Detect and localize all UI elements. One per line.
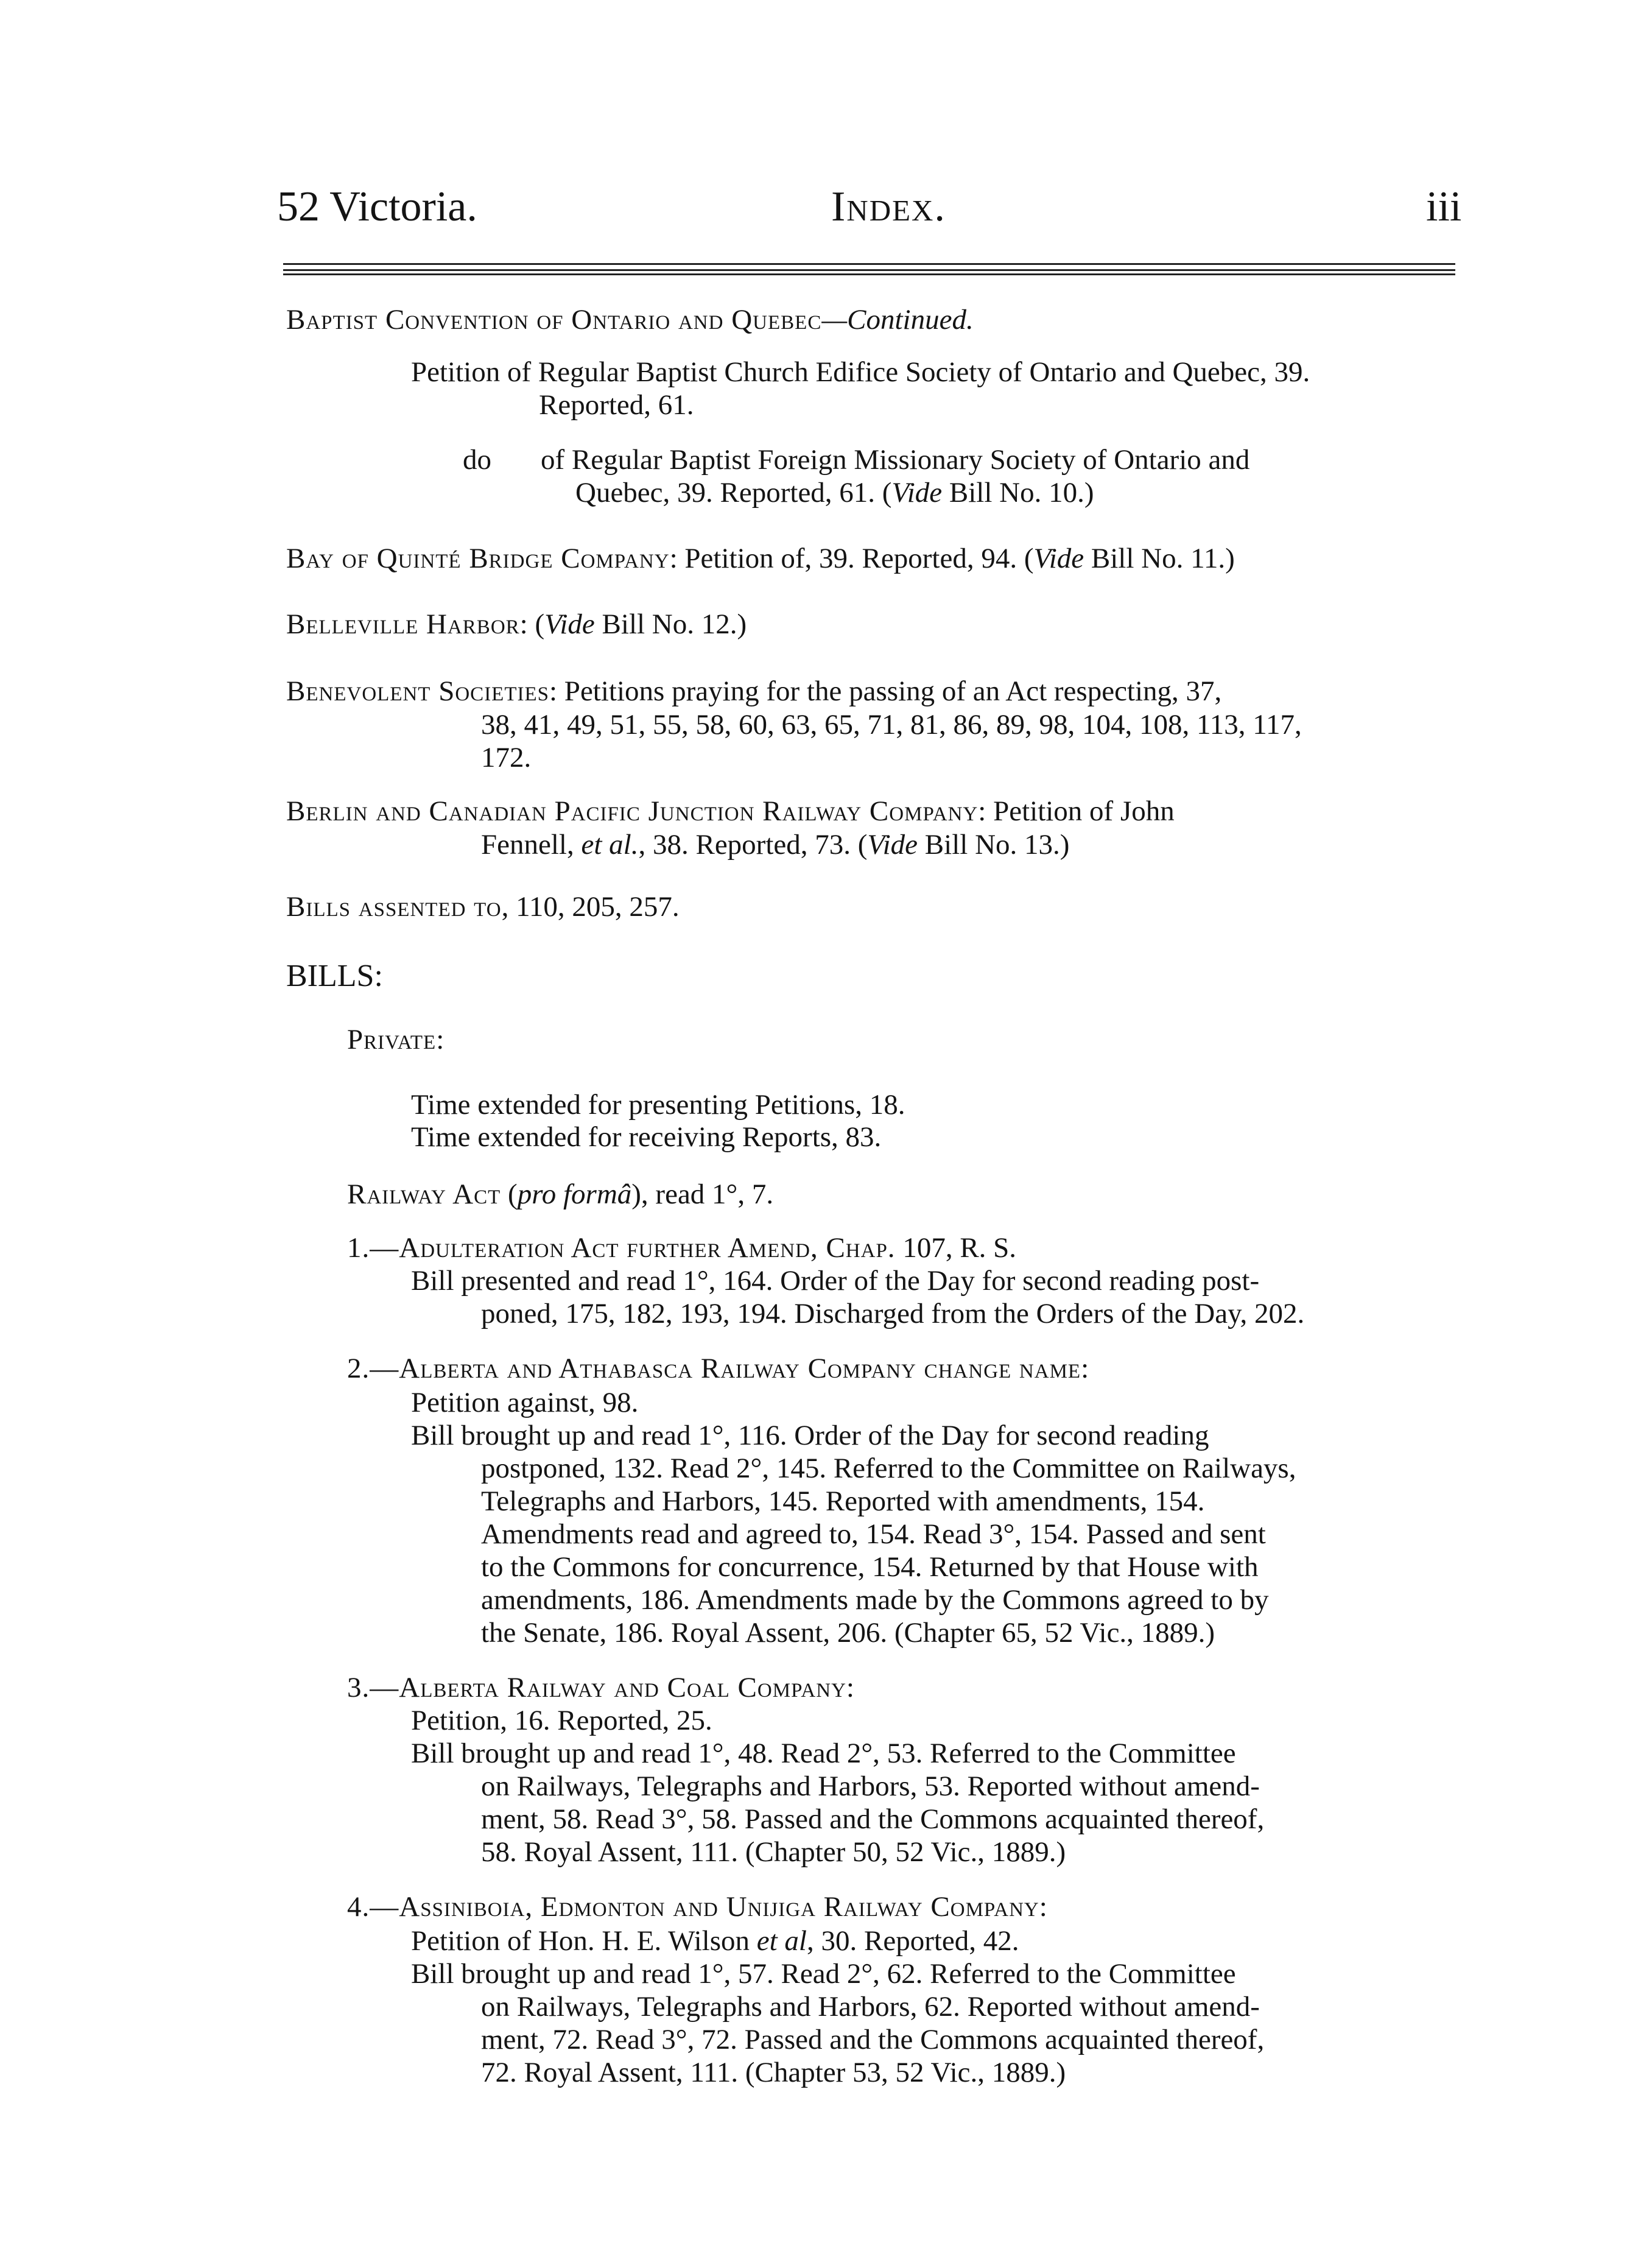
- running-head-volume: 52 Victoria.: [277, 183, 477, 230]
- entry-text: : Petition of John: [978, 795, 1175, 827]
- entry-text: :: [1039, 1891, 1047, 1923]
- entry-text: 107, R. S.: [895, 1232, 1017, 1264]
- index-line: [411, 1088, 905, 1122]
- index-line: [539, 389, 694, 422]
- index-line: [481, 2023, 1264, 2057]
- entry-text: 72. Royal Assent, 111. (Chapter 53, 52 Vic., 1889.): [481, 2057, 1066, 2088]
- entry-text: of Regular Baptist Foreign Missionary Society of Ontario and: [541, 444, 1250, 476]
- index-line: [481, 1583, 1269, 1617]
- entry-text: the Senate, 186. Royal Assent, 206. (Chapter 65, 52 Vic., 1889.): [481, 1617, 1215, 1649]
- entry-text: :: [846, 1672, 854, 1703]
- entry-text: Bill presented and read 1°, 164. Order of the Day for second reading post-: [411, 1265, 1260, 1297]
- entry-text: Petition of Regular Baptist Church Edifice Society of Ontario and Quebec, 39.: [411, 356, 1310, 388]
- index-line: [481, 741, 531, 775]
- entry-text: Bill brought up and read 1°, 48. Read 2°, 53. Referred to the Committee: [411, 1738, 1236, 1769]
- header-rule: [283, 273, 1455, 275]
- entry-text: ment, 72. Read 3°, 72. Passed and the Commons acquainted thereof,: [481, 2024, 1265, 2055]
- entry-text: ), read 1°, 7.: [631, 1178, 774, 1210]
- index-line: [347, 1352, 1089, 1386]
- index-line: [481, 1297, 1304, 1331]
- entry-heading: Bay of Quinté Bridge Company: [286, 543, 670, 574]
- index-line: [347, 1231, 1016, 1265]
- entry-text: et al: [756, 1925, 807, 1957]
- entry-text: Vide: [891, 477, 943, 509]
- index-line: [411, 1957, 1236, 1991]
- index-line: [411, 356, 1310, 389]
- entry-heading: Belleville Harbor: [286, 608, 520, 640]
- index-line: [411, 1386, 638, 1420]
- index-line: [286, 542, 1235, 576]
- entry-text: et al.: [581, 829, 639, 861]
- entry-text: amendments, 186. Amendments made by the Commons agreed to by: [481, 1584, 1269, 1616]
- entry-text: 38, 41, 49, 51, 55, 58, 60, 63, 65, 71, 81, 86, 89, 98, 104, 108, 113, 117,: [481, 709, 1302, 741]
- entry-text: , 110, 205, 257.: [501, 891, 680, 923]
- index-line: [463, 443, 491, 477]
- entry-text: on Railways, Telegraphs and Harbors, 53. Reported without amend-: [481, 1770, 1260, 1802]
- entry-heading: Bills assented to: [286, 891, 502, 923]
- index-line: [347, 1023, 444, 1057]
- entry-text: on Railways, Telegraphs and Harbors, 62. Reported without amend-: [481, 1991, 1260, 2023]
- entry-text: Quebec, 39. Reported, 61. (: [575, 477, 892, 509]
- entry-text: Bill brought up and read 1°, 116. Order of the Day for second reading: [411, 1420, 1209, 1451]
- entry-text: poned, 175, 182, 193, 194. Discharged from the Orders of the Day, 202.: [481, 1298, 1305, 1329]
- header-rule: [283, 263, 1455, 265]
- index-line: [481, 708, 1302, 742]
- entry-text: postponed, 132. Read 2°, 145. Referred to the Committee on Railways,: [481, 1453, 1296, 1484]
- entry-text: Petition of Hon. H. E. Wilson: [411, 1925, 757, 1957]
- entry-text: : Petition of, 39. Reported, 94. (: [669, 543, 1034, 574]
- entry-text: Bill No. 11.): [1084, 543, 1235, 574]
- page-number: iii: [1426, 183, 1462, 230]
- entry-heading: Berlin and Canadian Pacific Junction Railway Company: [286, 795, 979, 827]
- entry-heading: 2.—Alberta and Athabasca Railway Company change name: [347, 1353, 1081, 1384]
- entry-text: , 38. Reported, 73. (: [638, 829, 868, 861]
- index-line: [286, 303, 974, 337]
- index-line: [411, 1121, 881, 1154]
- entry-text: Vide: [544, 608, 595, 640]
- index-line: [481, 1452, 1296, 1485]
- entry-heading: Benevolent Societies: [286, 675, 549, 707]
- index-line: [411, 1737, 1236, 1770]
- entry-text: ment, 58. Read 3°, 58. Passed and the Commons acquainted thereof,: [481, 1803, 1265, 1835]
- entry-text: Telegraphs and Harbors, 145. Reported with amendments, 154.: [481, 1485, 1205, 1517]
- entry-text: Fennell,: [481, 829, 582, 861]
- entry-text: Petition against, 98.: [411, 1387, 639, 1418]
- entry-text: Time extended for presenting Petitions, 18.: [411, 1089, 905, 1121]
- entry-text: Bill No. 10.): [942, 477, 1094, 509]
- index-line: [411, 1925, 1019, 1958]
- index-line: [411, 1264, 1259, 1298]
- entry-text: : Petitions praying for the passing of an Act respecting, 37,: [549, 675, 1222, 707]
- entry-text: :: [1081, 1353, 1089, 1384]
- running-head-title: Index.: [831, 183, 946, 230]
- entry-text: (: [501, 1178, 518, 1210]
- entry-heading: 3.—Alberta Railway and Coal Company: [347, 1672, 846, 1703]
- entry-text: do: [463, 444, 491, 476]
- entry-heading: Baptist Convention of Ontario and Quebec: [286, 304, 822, 336]
- index-line: [481, 828, 1069, 862]
- index-line: [481, 1770, 1260, 1803]
- index-line: [347, 1178, 773, 1211]
- entry-text: Time extended for receiving Reports, 83.: [411, 1121, 882, 1153]
- index-line: [481, 1990, 1260, 2024]
- index-line: [411, 1419, 1209, 1453]
- index-line: [481, 1836, 1066, 1869]
- entry-text: Vide: [1033, 543, 1084, 574]
- entry-text: Reported, 61.: [539, 389, 694, 421]
- entry-text: Petition, 16. Reported, 25.: [411, 1705, 712, 1736]
- index-line: [481, 1485, 1204, 1518]
- entry-text: Bill No. 12.): [594, 608, 747, 640]
- index-line: [411, 1704, 712, 1738]
- index-line: [481, 2056, 1066, 2090]
- entry-text: : (: [519, 608, 545, 640]
- entry-text: Vide: [867, 829, 918, 861]
- entry-heading: 4.—Assiniboia, Edmonton and Unijiga Railway Company: [347, 1891, 1039, 1923]
- entry-heading: Railway Act: [347, 1178, 501, 1210]
- index-line: [347, 1890, 1047, 1924]
- entry-text: 172.: [481, 742, 532, 773]
- index-line: [286, 608, 747, 641]
- entry-text: Amendments read and agreed to, 154. Read 3°, 154. Passed and sent: [481, 1518, 1266, 1550]
- entry-heading: 1.—Adulteration Act further Amend, Chap.: [347, 1232, 896, 1264]
- entry-text: 58. Royal Assent, 111. (Chapter 50, 52 Vic., 1889.): [481, 1836, 1066, 1868]
- entry-text: to the Commons for concurrence, 154. Returned by that House with: [481, 1551, 1259, 1583]
- entry-text: BILLS:: [286, 959, 383, 993]
- header-rule: [283, 269, 1455, 271]
- index-line: [286, 959, 383, 994]
- index-line: [286, 890, 680, 924]
- entry-text: Bill No. 13.): [918, 829, 1070, 861]
- index-line: [541, 443, 1249, 477]
- index-line: [481, 1803, 1264, 1836]
- index-line: [575, 476, 1094, 510]
- entry-text: pro formâ: [517, 1178, 632, 1210]
- entry-text: —Continued.: [821, 304, 974, 336]
- index-line: [481, 1551, 1259, 1584]
- entry-heading: Private: [347, 1024, 437, 1055]
- entry-text: Bill brought up and read 1°, 57. Read 2°, 62. Referred to the Committee: [411, 1958, 1236, 1990]
- index-line: [286, 675, 1221, 708]
- index-line: [347, 1671, 854, 1705]
- index-line: [286, 795, 1175, 828]
- index-line: [481, 1518, 1266, 1551]
- entry-text: , 30. Reported, 42.: [807, 1925, 1019, 1957]
- index-line: [481, 1616, 1215, 1650]
- entry-text: :: [436, 1024, 445, 1055]
